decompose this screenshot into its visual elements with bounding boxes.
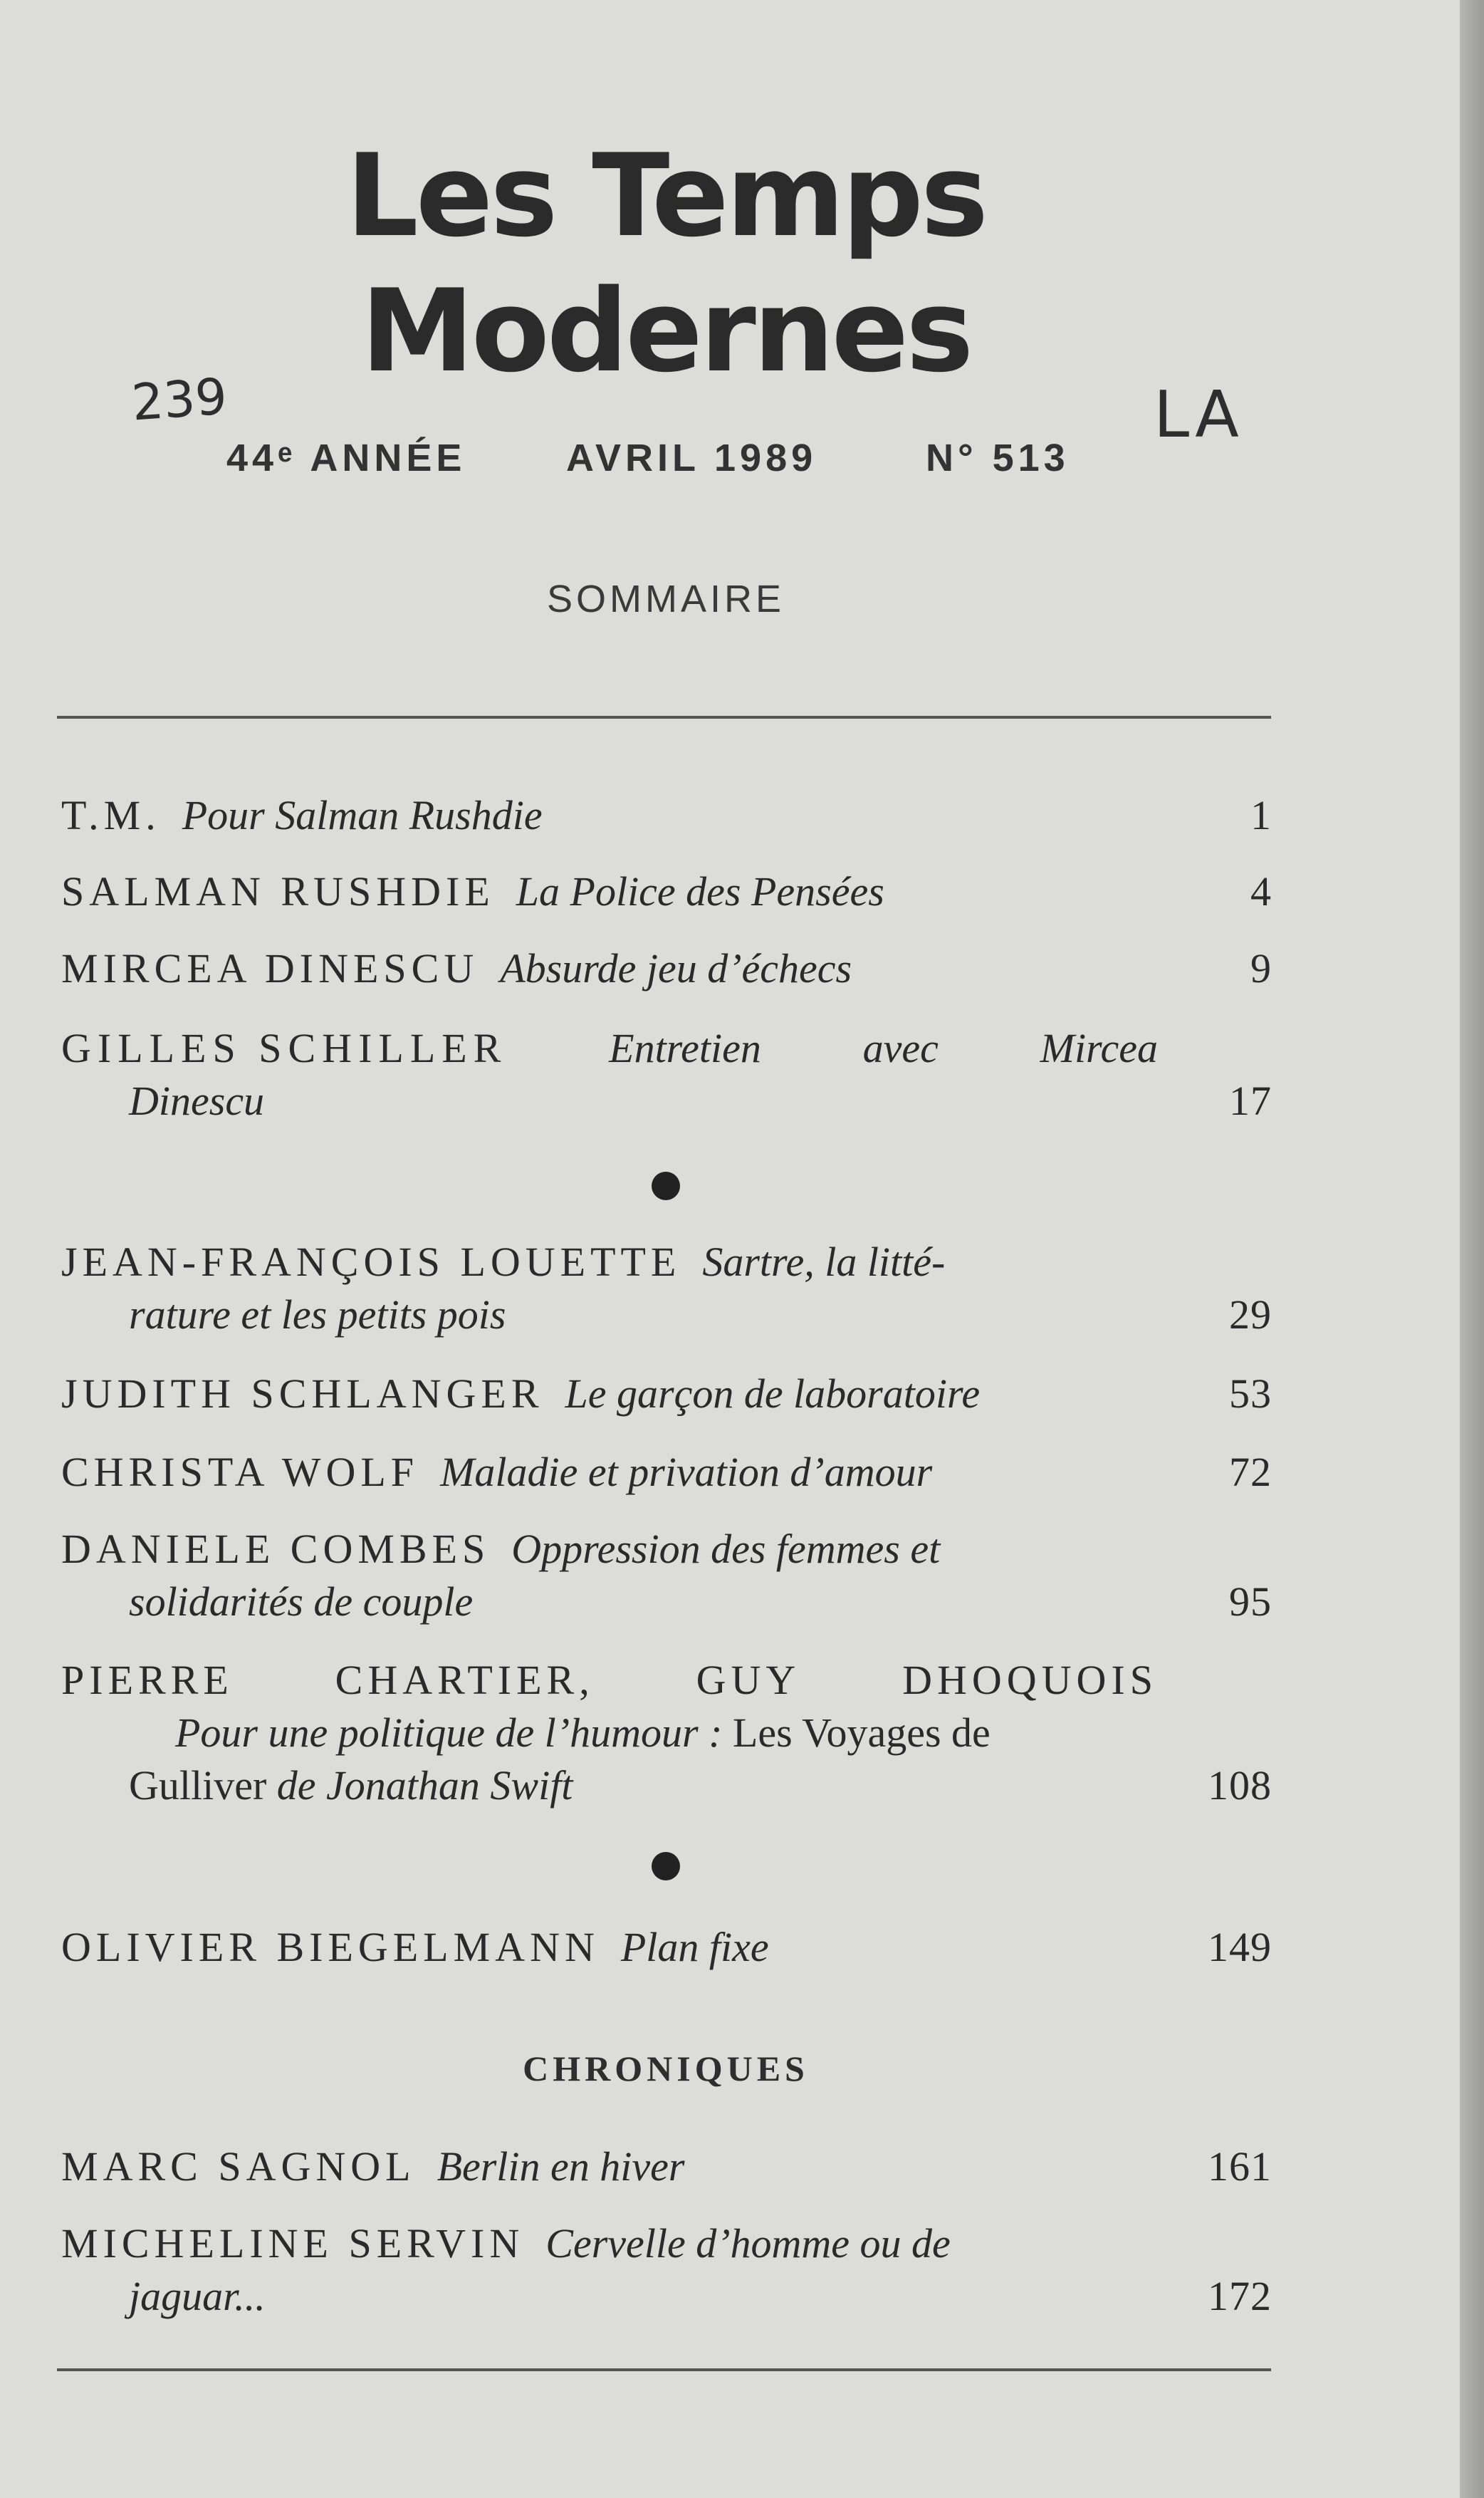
- entry-title-continued: Dinescu: [129, 1078, 265, 1124]
- bottom-rule: [57, 2368, 1271, 2371]
- entry-author: MARC SAGNOL: [61, 2143, 416, 2190]
- entry-title: Oppression des femmes et: [511, 1526, 941, 1572]
- toc-entry: [61, 865, 1272, 918]
- entry-title: Maladie et privation d’amour: [440, 1449, 933, 1495]
- entry-author-word: DHOQUOIS: [902, 1657, 1158, 1703]
- top-rule: [57, 716, 1271, 719]
- entry-title-word: avec: [862, 1025, 939, 1071]
- entry-page: 108: [1208, 1762, 1272, 1809]
- toc-entry: [61, 1523, 1272, 1628]
- entry-title: Sartre, la litté-: [702, 1239, 946, 1285]
- sommaire-heading: SOMMAIRE: [546, 578, 785, 620]
- entry-author: MIRCEA DINESCU: [61, 945, 479, 992]
- handwritten-initials: LA: [1154, 378, 1243, 452]
- entry-author: CHRISTA WOLF: [61, 1449, 419, 1495]
- section-bullet: [652, 1172, 680, 1200]
- entry-page: 149: [1208, 1924, 1272, 1970]
- entry-page: 95: [1229, 1578, 1272, 1625]
- entry-author-word: CHARTIER,: [335, 1657, 595, 1703]
- entry-author-word: GUY: [696, 1657, 801, 1703]
- entry-page: 72: [1229, 1449, 1272, 1495]
- entry-title: Pour Salman Rushdie: [182, 792, 543, 838]
- toc-entry: [61, 1236, 1272, 1341]
- entry-author: JEAN-FRANÇOIS LOUETTE: [61, 1239, 681, 1285]
- chroniques-heading: CHRONIQUES: [523, 2049, 809, 2088]
- entry-author: T.M.: [61, 792, 161, 838]
- entry-title-continued: rature et les petits pois: [129, 1291, 506, 1338]
- entry-author: OLIVIER BIEGELMANN: [61, 1924, 600, 1970]
- entry-title: Plan fixe: [620, 1924, 769, 1970]
- entry-author: GILLES SCHILLER: [61, 1025, 508, 1071]
- entry-page: 161: [1208, 2143, 1272, 2190]
- entry-title: La Police des Pensées: [516, 868, 884, 915]
- entry-page: 4: [1250, 868, 1272, 915]
- issue-number: N° 513: [926, 437, 1070, 479]
- toc-entry: [61, 1921, 1272, 1974]
- handwritten-number: 239: [130, 367, 229, 432]
- page-edge: [1460, 0, 1484, 2498]
- entry-author: DANIELE COMBES: [61, 1526, 491, 1572]
- toc-entry: [61, 942, 1272, 995]
- issue-year: 44ᵉ ANNÉE: [226, 437, 466, 479]
- masthead-line2: Modernes: [360, 264, 971, 397]
- entry-title-continued: solidarités de couple: [129, 1578, 474, 1625]
- entry-author: SALMAN RUSHDIE: [61, 868, 495, 915]
- entry-page: 17: [1229, 1078, 1272, 1124]
- entry-author: MICHELINE SERVIN: [61, 2220, 525, 2267]
- toc-entry: [61, 2140, 1272, 2193]
- toc-entry: [61, 789, 1272, 842]
- toc-entry: [61, 1654, 1272, 1812]
- entry-author-word: PIERRE: [61, 1657, 234, 1703]
- toc-entry: [61, 1368, 1272, 1420]
- entry-title-roman: Gulliver: [129, 1762, 267, 1809]
- entry-page: 29: [1229, 1291, 1272, 1338]
- masthead-line1: Les Temps: [345, 129, 986, 262]
- entry-title: Cervelle d’homme ou de: [545, 2220, 951, 2267]
- entry-author: JUDITH SCHLANGER: [61, 1370, 544, 1417]
- toc-entry: [61, 2217, 1272, 2323]
- toc-entry: [61, 1022, 1272, 1128]
- entry-title: de Jonathan Swift: [266, 1762, 573, 1809]
- entry-page: 53: [1229, 1370, 1272, 1417]
- toc-entry: [61, 1446, 1272, 1499]
- entry-page: 1: [1250, 792, 1272, 838]
- entry-title-continued: jaguar...: [129, 2273, 266, 2319]
- entry-page: 9: [1250, 945, 1272, 992]
- entry-page: 172: [1208, 2273, 1272, 2319]
- entry-title: Le garçon de laboratoire: [565, 1370, 981, 1417]
- issue-date: AVRIL 1989: [566, 437, 817, 479]
- entry-title: Pour une politique de l’humour :: [175, 1709, 723, 1756]
- entry-title: Absurde jeu d’échecs: [500, 945, 852, 992]
- section-bullet: [652, 1852, 680, 1880]
- entry-title-word: Mircea: [1040, 1025, 1158, 1071]
- entry-title-word: Entretien: [609, 1025, 761, 1071]
- entry-title: Berlin en hiver: [437, 2143, 685, 2190]
- entry-title-roman: Les Voyages de: [722, 1709, 991, 1756]
